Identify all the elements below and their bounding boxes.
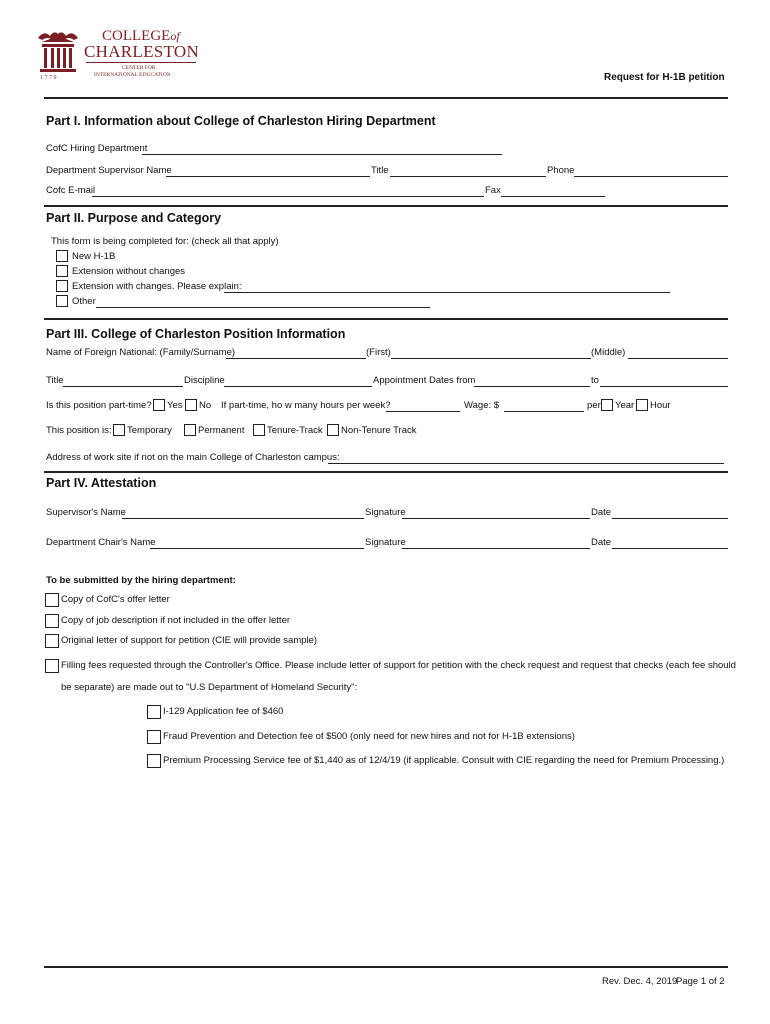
part2-intro: This form is being completed for: (check all that apply) <box>51 236 279 247</box>
phone-field[interactable] <box>574 176 728 177</box>
checkbox-per-hour[interactable] <box>636 399 648 411</box>
revision-date: Rev. Dec. 4, 2019 <box>602 976 678 987</box>
college-logo <box>34 28 204 84</box>
checkbox-non-tenure-track[interactable] <box>327 424 339 436</box>
part4-heading: Part IV. Attestation <box>46 476 157 490</box>
checkbox-other[interactable] <box>56 295 68 307</box>
position-title-label: Title <box>46 375 64 386</box>
discipline-field[interactable] <box>224 386 372 387</box>
other-field[interactable] <box>96 307 430 308</box>
checkbox-fraud-fee[interactable] <box>147 730 161 744</box>
non-tenure-track-label: Non-Tenure Track <box>341 425 417 436</box>
part3-rule <box>44 471 728 473</box>
no-label: No <box>199 400 212 411</box>
logo-sub2: INTERNATIONAL EDUCATION <box>94 72 171 78</box>
checkbox-tenure-track[interactable] <box>253 424 265 436</box>
offer-letter-label: Copy of CofC's offer letter <box>61 594 170 605</box>
chair-signature-field[interactable] <box>402 548 590 549</box>
checkbox-new-h1b[interactable] <box>56 250 68 262</box>
parttime-question: Is this position part-time? <box>46 400 152 411</box>
chair-name-label: Department Chair's Name <box>46 537 156 548</box>
year-label: Year <box>615 400 635 411</box>
i129-fee-label: I-129 Application fee of $460 <box>163 706 284 717</box>
chair-name-field[interactable] <box>150 548 364 549</box>
part3-heading: Part III. College of Charleston Position Information <box>46 327 346 341</box>
discipline-label: Discipline <box>184 375 225 386</box>
checkbox-support-letter[interactable] <box>45 634 59 648</box>
appt-from-label: Appointment Dates from <box>373 375 476 386</box>
wage-label: Wage: $ <box>464 400 500 411</box>
chair-signature-label: Signature <box>365 537 406 548</box>
appt-to-label: to <box>591 375 599 386</box>
supervisor-name-field[interactable] <box>122 518 364 519</box>
checkbox-per-year[interactable] <box>601 399 613 411</box>
part2-heading: Part II. Purpose and Category <box>46 211 222 225</box>
logo-sub1: CENTER FOR <box>122 65 156 71</box>
supervisor-signature-label: Signature <box>365 507 406 518</box>
new-h1b-label: New H-1B <box>72 251 116 262</box>
document-title: Request for H-1B petition <box>604 72 725 83</box>
supervisor-date-field[interactable] <box>612 518 728 519</box>
fax-field[interactable] <box>501 196 605 197</box>
logo-line1: COLLEGEof <box>102 28 180 44</box>
checkbox-i129-fee[interactable] <box>147 705 161 719</box>
first-label: (First) <box>366 347 391 358</box>
extension-without-label: Extension without changes <box>72 266 186 277</box>
first-field[interactable] <box>391 358 591 359</box>
per-label: per <box>587 400 601 411</box>
checkbox-permanent[interactable] <box>184 424 196 436</box>
dept-field[interactable] <box>142 154 502 155</box>
checkbox-job-description[interactable] <box>45 614 59 628</box>
support-letter-label: Original letter of support for petition (CIE will provide sample) <box>61 635 318 646</box>
tenure-track-label: Tenure-Track <box>267 425 323 436</box>
submit-heading: To be submitted by the hiring department: <box>46 575 236 586</box>
email-field[interactable] <box>92 196 484 197</box>
part1-rule <box>44 205 728 207</box>
supervisor-label: Department Supervisor Name <box>46 165 172 176</box>
wage-field[interactable] <box>504 411 584 412</box>
yes-label: Yes <box>167 400 183 411</box>
filing-fees-label-2: be separate) are made out to "U.S Department of Homeland Security": <box>61 682 358 693</box>
checkbox-premium-fee[interactable] <box>147 754 161 768</box>
email-label: Cofc E-mail <box>46 185 96 196</box>
checkbox-extension-without-changes[interactable] <box>56 265 68 277</box>
appt-to-field[interactable] <box>600 386 728 387</box>
supervisor-name-label: Supervisor's Name <box>46 507 126 518</box>
checkbox-parttime-yes[interactable] <box>153 399 165 411</box>
hours-field[interactable] <box>386 411 460 412</box>
logo-year: 1 7 7 0 <box>40 75 57 81</box>
checkbox-temporary[interactable] <box>113 424 125 436</box>
extension-with-label: Extension with changes. Please explain: <box>72 281 242 292</box>
extension-explain-field[interactable] <box>224 292 670 293</box>
checkbox-parttime-no[interactable] <box>185 399 197 411</box>
middle-label: (Middle) <box>591 347 626 358</box>
part1-heading: Part I. Information about College of Charleston Hiring Department <box>46 114 436 128</box>
logo-rule <box>86 62 196 63</box>
supervisor-field[interactable] <box>166 176 370 177</box>
phone-label: Phone <box>547 165 575 176</box>
surname-label: Name of Foreign National: (Family/Surname) <box>46 347 236 358</box>
surname-field[interactable] <box>226 358 366 359</box>
temporary-label: Temporary <box>127 425 172 436</box>
chair-date-field[interactable] <box>612 548 728 549</box>
address-label: Address of work site if not on the main College of Charleston campus: <box>46 452 340 463</box>
chair-date-label: Date <box>591 537 612 548</box>
premium-fee-label: Premium Processing Service fee of $1,440 as of 12/4/19 (if applicable. Consult with CIE regarding the need for Premium Processing.) <box>163 755 725 766</box>
header-rule <box>44 97 728 99</box>
logo-building-icon <box>34 28 82 80</box>
logo-line2: CHARLESTON <box>84 42 200 61</box>
permanent-label: Permanent <box>198 425 245 436</box>
footer-rule <box>44 966 728 968</box>
position-title-field[interactable] <box>63 386 183 387</box>
checkbox-filing-fees[interactable] <box>45 659 59 673</box>
middle-field[interactable] <box>628 358 728 359</box>
other-label: Other <box>72 296 96 307</box>
appt-from-field[interactable] <box>474 386 590 387</box>
supervisor-date-label: Date <box>591 507 612 518</box>
hour-label: Hour <box>650 400 671 411</box>
job-description-label: Copy of job description if not included in the offer letter <box>61 615 291 626</box>
checkbox-offer-letter[interactable] <box>45 593 59 607</box>
page-number: Page 1 of 2 <box>676 976 725 987</box>
supervisor-signature-field[interactable] <box>402 518 590 519</box>
address-field[interactable] <box>328 463 724 464</box>
fraud-fee-label: Fraud Prevention and Detection fee of $500 (only need for new hires and not for H-1B extensions) <box>163 731 575 742</box>
part2-rule <box>44 318 728 320</box>
dept-label: CofC Hiring Department <box>46 143 148 154</box>
filing-fees-label-1: Filling fees requested through the Controller's Office. Please include letter of support for petition with the check request and request that checks (each fee should <box>61 660 736 671</box>
hours-question: If part-time, ho w many hours per week? <box>221 400 391 411</box>
checkbox-extension-with-changes[interactable] <box>56 280 68 292</box>
title-field[interactable] <box>390 176 546 177</box>
position-type-label: This position is: <box>46 425 112 436</box>
title-label: Title <box>371 165 389 176</box>
fax-label: Fax <box>485 185 501 196</box>
